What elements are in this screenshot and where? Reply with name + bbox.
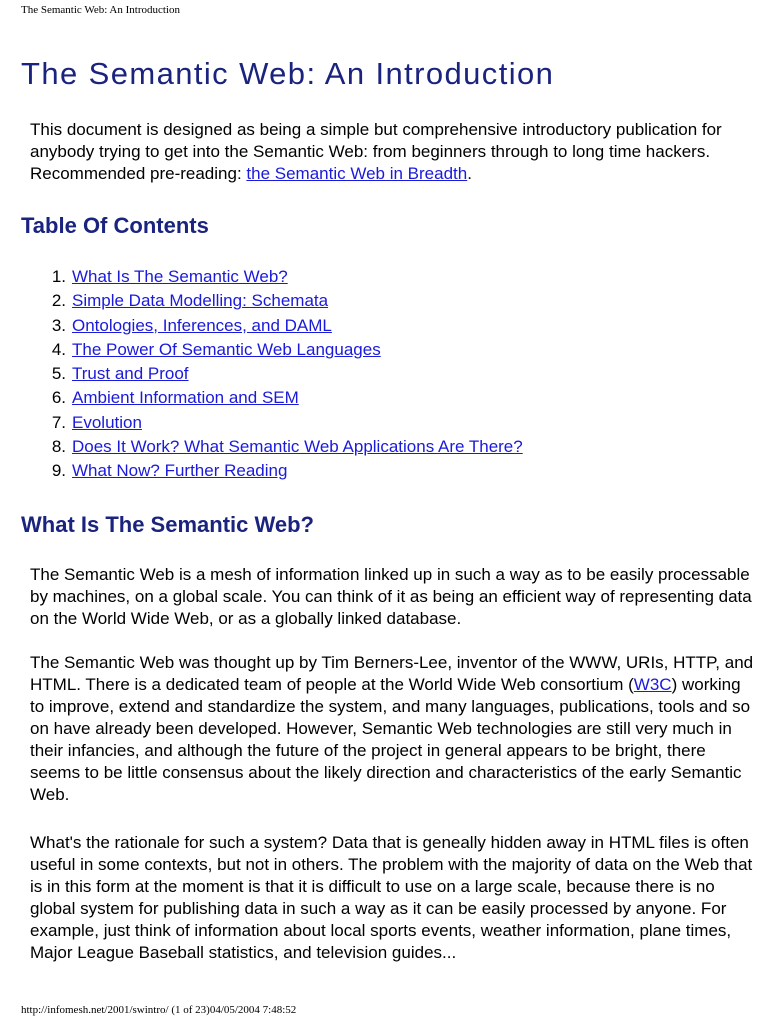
toc-item [30, 362, 523, 386]
toc-item [30, 289, 523, 313]
running-footer: http://infomesh.net/2001/swintro/ (1 of 23)04/05/2004 7:48:52 [21, 1004, 297, 1016]
toc-item-number: 8. [51, 437, 66, 457]
toc-item-number: 4. [51, 339, 66, 359]
toc-link-further-reading[interactable]: What Now? Further Reading [72, 461, 288, 481]
paragraph-2-text-end: ) working to improve, extend and standardize the system, and many languages, publications, tools and so on have already been developed. However, Semantic Web technologies are still very much in their infancies, and although the future of the project in general appears to be bright, there seems to be little consensus about the likely direction and characteristics of the early Semantic Web. [30, 675, 751, 804]
toc-item-number: 3. [51, 315, 66, 335]
toc-link-ambient[interactable]: Ambient Information and SEM [72, 388, 299, 408]
toc-heading: Table Of Contents [21, 213, 209, 238]
running-header: The Semantic Web: An Introduction [21, 4, 180, 16]
toc-item [30, 435, 523, 459]
body-paragraph-2 [30, 652, 755, 806]
body-paragraph-3: What's the rationale for such a system? Data that is geneally hidden away in HTML files is often useful in some contexts, but not in others. The problem with the majority of data on the Web that is in this form at the moment is that it is difficult to use on a large scale, because there is no global system for publishing data in such a way as it can be easily processed by anyone. For example, just think of information about local sports events, weather information, plane times, Major League Baseball statistics, and television guides... [30, 833, 753, 962]
intro-text: This document is designed as being a simple but comprehensive introductory publication for anybody trying to get into the Semantic Web: from beginners through to long time hackers. Recommended pre-reading: [30, 120, 722, 183]
toc-link-data-modelling[interactable]: Simple Data Modelling: Schemata [72, 291, 329, 311]
toc-link-power[interactable]: The Power Of Semantic Web Languages [72, 339, 381, 359]
w3c-link[interactable]: W3C [633, 675, 672, 694]
table-of-contents [30, 265, 523, 484]
semantic-web-in-breadth-link[interactable]: the Semantic Web in Breadth [246, 164, 468, 183]
page-title: The Semantic Web: An Introduction [21, 56, 555, 91]
toc-link-ontologies[interactable]: Ontologies, Inferences, and DAML [72, 315, 332, 335]
toc-item [30, 459, 523, 483]
section-heading-what-is: What Is The Semantic Web? [21, 512, 314, 537]
intro-text-end: . [467, 164, 472, 183]
paragraph-2-text: The Semantic Web was thought up by Tim Berners-Lee, inventor of the WWW, URIs, HTTP, and HTML. There is a dedicated team of people at the World Wide Web consortium ( [30, 653, 754, 694]
toc-item-number: 7. [51, 412, 66, 432]
toc-item-number: 9. [51, 461, 66, 481]
toc-item-number: 5. [51, 364, 66, 384]
toc-item-number: 2. [51, 291, 66, 311]
toc-item [30, 338, 523, 362]
toc-link-applications[interactable]: Does It Work? What Semantic Web Applications Are There? [72, 437, 523, 457]
toc-item [30, 314, 523, 338]
toc-item [30, 386, 523, 410]
toc-item [30, 411, 523, 435]
toc-link-evolution[interactable]: Evolution [72, 412, 142, 432]
toc-link-what-is[interactable]: What Is The Semantic Web? [72, 267, 288, 286]
toc-item [30, 265, 523, 289]
toc-item-number: 1. [51, 267, 66, 286]
body-paragraph-1: The Semantic Web is a mesh of information linked up in such a way as to be easily processable by machines, on a global scale. You can think of it as being an efficient way of representing data on the World Wide Web, or as a globally linked database. [30, 565, 752, 628]
toc-link-trust[interactable]: Trust and Proof [72, 364, 189, 384]
toc-item-number: 6. [51, 388, 66, 408]
intro-paragraph [30, 119, 750, 185]
